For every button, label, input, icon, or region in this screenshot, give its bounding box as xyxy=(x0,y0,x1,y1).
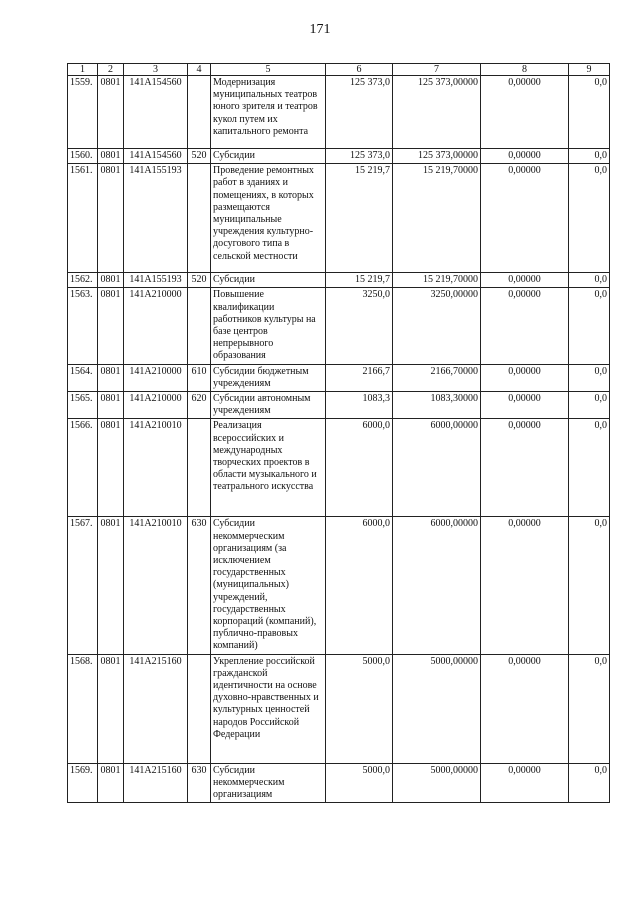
header-col-4: 4 xyxy=(188,64,211,76)
amount-col-9: 0,0 xyxy=(569,76,610,149)
amount-col-9: 0,0 xyxy=(569,654,610,763)
amount-col-9: 0,0 xyxy=(569,364,610,391)
amount-col-9: 0,0 xyxy=(569,419,610,517)
target-article-code: 141A210000 xyxy=(124,364,188,391)
item-name: Повышение квалификации работников культуры на базе центров непрерывного образования xyxy=(211,288,326,364)
amount-col-6: 125 373,0 xyxy=(326,76,393,149)
target-article-code: 141A210010 xyxy=(124,419,188,517)
expense-type-code xyxy=(188,164,211,273)
header-col-8: 8 xyxy=(481,64,569,76)
item-name: Проведение ремонтных работ в зданиях и помещениях, в которых размещаются муниципальные учреждения культурно-досугового типа в сельской местности xyxy=(211,164,326,273)
amount-col-6: 6000,0 xyxy=(326,517,393,654)
section-code: 0801 xyxy=(98,164,124,273)
section-code: 0801 xyxy=(98,76,124,149)
row-number: 1565. xyxy=(68,392,98,419)
section-code: 0801 xyxy=(98,364,124,391)
expense-type-code: 520 xyxy=(188,273,211,288)
item-name: Субсидии xyxy=(211,149,326,164)
table-row xyxy=(68,273,610,288)
amount-col-6: 1083,3 xyxy=(326,392,393,419)
amount-col-9: 0,0 xyxy=(569,288,610,364)
amount-col-7: 2166,70000 xyxy=(393,364,481,391)
section-code: 0801 xyxy=(98,392,124,419)
table-row xyxy=(68,763,610,803)
expense-type-code xyxy=(188,76,211,149)
amount-col-8: 0,00000 xyxy=(481,654,569,763)
expense-type-code xyxy=(188,654,211,763)
row-number: 1560. xyxy=(68,149,98,164)
item-name: Субсидии xyxy=(211,273,326,288)
expense-type-code: 620 xyxy=(188,392,211,419)
amount-col-6: 125 373,0 xyxy=(326,149,393,164)
table-row xyxy=(68,164,610,273)
table-header xyxy=(68,64,610,76)
section-code: 0801 xyxy=(98,763,124,803)
table-row xyxy=(68,288,610,364)
item-name: Модернизация муниципальных театров юного зрителя и театров кукол путем их капитального ремонта xyxy=(211,76,326,149)
amount-col-7: 125 373,00000 xyxy=(393,76,481,149)
header-col-9: 9 xyxy=(569,64,610,76)
header-col-7: 7 xyxy=(393,64,481,76)
item-name: Субсидии бюджетным учреждениям xyxy=(211,364,326,391)
amount-col-8: 0,00000 xyxy=(481,419,569,517)
amount-col-6: 3250,0 xyxy=(326,288,393,364)
item-name: Субсидии некоммерческим организациям xyxy=(211,763,326,803)
table-row xyxy=(68,654,610,763)
table-row xyxy=(68,76,610,149)
table-row xyxy=(68,517,610,654)
amount-col-6: 2166,7 xyxy=(326,364,393,391)
table-row xyxy=(68,364,610,391)
row-number: 1566. xyxy=(68,419,98,517)
section-code: 0801 xyxy=(98,654,124,763)
amount-col-9: 0,0 xyxy=(569,517,610,654)
row-number: 1559. xyxy=(68,76,98,149)
item-name: Субсидии автономным учреждениям xyxy=(211,392,326,419)
section-code: 0801 xyxy=(98,288,124,364)
item-name: Укрепление российской гражданской идентичности на основе духовно-нравственных и культурных ценностей народов Российской Федерации xyxy=(211,654,326,763)
header-col-1: 1 xyxy=(68,64,98,76)
target-article-code: 141A215160 xyxy=(124,654,188,763)
row-number: 1569. xyxy=(68,763,98,803)
amount-col-7: 15 219,70000 xyxy=(393,273,481,288)
header-row xyxy=(68,64,610,76)
amount-col-7: 15 219,70000 xyxy=(393,164,481,273)
target-article-code: 141A155193 xyxy=(124,273,188,288)
table-row xyxy=(68,419,610,517)
row-number: 1561. xyxy=(68,164,98,273)
amount-col-8: 0,00000 xyxy=(481,517,569,654)
item-name: Субсидии некоммерческим организациям (за исключением государственных (муниципальных) учреждений, государственных корпораций (компаний), публично-правовых компаний) xyxy=(211,517,326,654)
row-number: 1564. xyxy=(68,364,98,391)
target-article-code: 141A215160 xyxy=(124,763,188,803)
header-col-6: 6 xyxy=(326,64,393,76)
expense-type-code xyxy=(188,419,211,517)
table-row xyxy=(68,149,610,164)
expense-type-code xyxy=(188,288,211,364)
amount-col-8: 0,00000 xyxy=(481,164,569,273)
amount-col-9: 0,0 xyxy=(569,273,610,288)
amount-col-7: 125 373,00000 xyxy=(393,149,481,164)
row-number: 1567. xyxy=(68,517,98,654)
row-number: 1562. xyxy=(68,273,98,288)
table-body xyxy=(68,76,610,803)
amount-col-7: 1083,30000 xyxy=(393,392,481,419)
section-code: 0801 xyxy=(98,273,124,288)
row-number: 1563. xyxy=(68,288,98,364)
amount-col-8: 0,00000 xyxy=(481,763,569,803)
amount-col-7: 6000,00000 xyxy=(393,517,481,654)
table-row xyxy=(68,392,610,419)
amount-col-8: 0,00000 xyxy=(481,76,569,149)
amount-col-6: 15 219,7 xyxy=(326,164,393,273)
item-name: Реализация всероссийских и международных творческих проектов в области музыкального и театрального искусства xyxy=(211,419,326,517)
amount-col-9: 0,0 xyxy=(569,392,610,419)
amount-col-6: 5000,0 xyxy=(326,654,393,763)
amount-col-7: 6000,00000 xyxy=(393,419,481,517)
expense-type-code: 520 xyxy=(188,149,211,164)
section-code: 0801 xyxy=(98,419,124,517)
amount-col-9: 0,0 xyxy=(569,149,610,164)
header-col-3: 3 xyxy=(124,64,188,76)
amount-col-6: 5000,0 xyxy=(326,763,393,803)
amount-col-8: 0,00000 xyxy=(481,288,569,364)
amount-col-9: 0,0 xyxy=(569,763,610,803)
amount-col-9: 0,0 xyxy=(569,164,610,273)
target-article-code: 141A210000 xyxy=(124,288,188,364)
target-article-code: 141A210000 xyxy=(124,392,188,419)
target-article-code: 141A210010 xyxy=(124,517,188,654)
row-number: 1568. xyxy=(68,654,98,763)
amount-col-8: 0,00000 xyxy=(481,364,569,391)
section-code: 0801 xyxy=(98,517,124,654)
page-number: 171 xyxy=(309,22,331,37)
amount-col-8: 0,00000 xyxy=(481,149,569,164)
header-col-5: 5 xyxy=(211,64,326,76)
amount-col-8: 0,00000 xyxy=(481,392,569,419)
target-article-code: 141A154560 xyxy=(124,76,188,149)
expense-type-code: 630 xyxy=(188,763,211,803)
header-col-2: 2 xyxy=(98,64,124,76)
amount-col-8: 0,00000 xyxy=(481,273,569,288)
budget-table xyxy=(67,63,610,803)
target-article-code: 141A154560 xyxy=(124,149,188,164)
amount-col-6: 15 219,7 xyxy=(326,273,393,288)
section-code: 0801 xyxy=(98,149,124,164)
amount-col-7: 5000,00000 xyxy=(393,654,481,763)
amount-col-6: 6000,0 xyxy=(326,419,393,517)
amount-col-7: 3250,00000 xyxy=(393,288,481,364)
expense-type-code: 630 xyxy=(188,517,211,654)
amount-col-7: 5000,00000 xyxy=(393,763,481,803)
expense-type-code: 610 xyxy=(188,364,211,391)
target-article-code: 141A155193 xyxy=(124,164,188,273)
